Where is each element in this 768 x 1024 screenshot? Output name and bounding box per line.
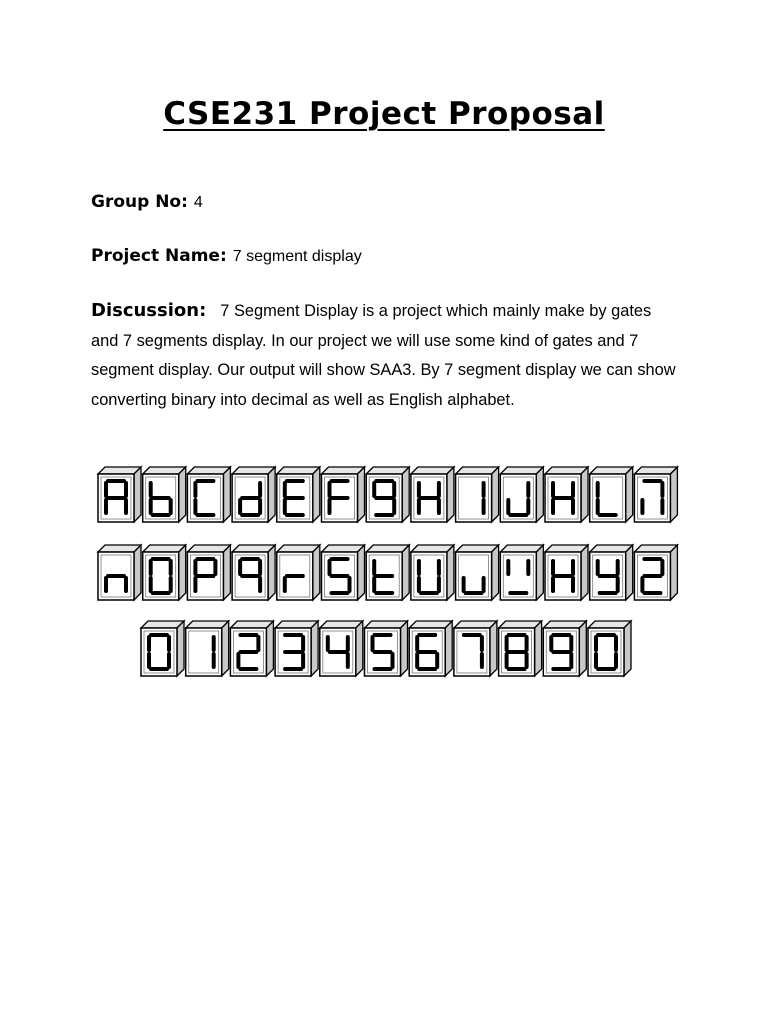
- seven-segment-digit-box: [275, 621, 318, 676]
- box-side-face: [222, 621, 229, 676]
- box-side-face: [536, 467, 543, 522]
- project-name-field: [91, 246, 362, 266]
- box-side-face: [447, 467, 454, 522]
- seven-segment-digit-box: [232, 545, 275, 600]
- box-side-face: [401, 621, 408, 676]
- seven-segment-digit-box: [499, 621, 542, 676]
- box-side-face: [268, 467, 275, 522]
- discussion-label: Discussion:: [91, 300, 207, 321]
- box-side-face: [670, 545, 677, 600]
- seven-segment-digit-box: [186, 621, 229, 676]
- box-side-face: [581, 545, 588, 600]
- seven-segment-image: [0, 540, 768, 604]
- seven-segment-digit-box: [588, 621, 631, 676]
- box-side-face: [626, 467, 633, 522]
- seven-segment-digit-box: [143, 545, 186, 600]
- box-side-face: [313, 545, 320, 600]
- seven-segment-row-digits: [0, 616, 768, 680]
- box-side-face: [134, 467, 141, 522]
- seven-segment-digit-box: [320, 621, 363, 676]
- box-side-face: [624, 621, 631, 676]
- box-side-face: [490, 621, 497, 676]
- seven-segment-digit-box: [143, 467, 186, 522]
- box-front-face: [186, 628, 222, 676]
- box-side-face: [402, 467, 409, 522]
- seven-segment-digit-box: [409, 621, 452, 676]
- seven-segment-digit-box: [366, 545, 409, 600]
- seven-segment-digit-box: [98, 467, 141, 522]
- box-side-face: [179, 467, 186, 522]
- box-side-face: [356, 621, 363, 676]
- box-side-face: [445, 621, 452, 676]
- seven-segment-digit-box: [141, 621, 184, 676]
- seven-segment-digit-box: [98, 545, 141, 600]
- seven-segment-digit-box: [456, 545, 499, 600]
- seven-segment-digit-box: [411, 545, 454, 600]
- seven-segment-digit-box: [187, 467, 230, 522]
- seven-segment-row-alphabet-2: [0, 540, 768, 604]
- box-side-face: [311, 621, 318, 676]
- seven-segment-digit-box: [365, 621, 408, 676]
- seven-segment-digit-box: [411, 467, 454, 522]
- seven-segment-digit-box: [322, 467, 365, 522]
- seven-segment-digit-box: [187, 545, 230, 600]
- discussion-paragraph: [91, 296, 681, 415]
- seven-segment-digit-box: [277, 545, 320, 600]
- seven-segment-digit-box: [590, 545, 633, 600]
- seven-segment-row-alphabet-1: [0, 462, 768, 526]
- box-side-face: [177, 621, 184, 676]
- box-side-face: [358, 545, 365, 600]
- box-side-face: [268, 545, 275, 600]
- box-side-face: [179, 545, 186, 600]
- box-side-face: [579, 621, 586, 676]
- box-side-face: [626, 545, 633, 600]
- seven-segment-digit-box: [543, 621, 586, 676]
- seven-segment-digit-box: [277, 467, 320, 522]
- box-side-face: [581, 467, 588, 522]
- box-side-face: [313, 467, 320, 522]
- project-label: Project Name:: [91, 246, 227, 266]
- seven-segment-digit-box: [500, 545, 543, 600]
- seven-segment-image: [0, 616, 768, 680]
- box-side-face: [492, 545, 499, 600]
- box-side-face: [535, 621, 542, 676]
- group-value: 4: [193, 194, 203, 211]
- seven-segment-digit-box: [454, 621, 497, 676]
- page-title: CSE231 Project Proposal: [163, 96, 605, 132]
- group-number-field: [91, 192, 203, 212]
- seven-segment-digit-box: [634, 545, 677, 600]
- box-side-face: [223, 467, 230, 522]
- box-side-face: [670, 467, 677, 522]
- seven-segment-digit-box: [366, 467, 409, 522]
- seven-segment-image: [0, 462, 768, 526]
- box-side-face: [492, 467, 499, 522]
- seven-segment-digit-box: [456, 467, 499, 522]
- project-value: 7 segment display: [232, 248, 362, 265]
- box-side-face: [536, 545, 543, 600]
- seven-segment-digit-box: [590, 467, 633, 522]
- box-front-face: [456, 474, 492, 522]
- box-side-face: [447, 545, 454, 600]
- seven-segment-digit-box: [500, 467, 543, 522]
- box-side-face: [402, 545, 409, 600]
- box-side-face: [358, 467, 365, 522]
- discussion-text: 7 Segment Display is a project which mainly make by gates and 7 segments display. In our project we will use some kind of gates and 7 segment display. Our output will show SAA3. By 7 segment display we can show converting binary into decimal as well as English alphabet.: [91, 302, 676, 409]
- seven-segment-digit-box: [322, 545, 365, 600]
- seven-segment-digit-box: [230, 621, 273, 676]
- group-label: Group No:: [91, 192, 188, 212]
- box-side-face: [266, 621, 273, 676]
- seven-segment-digit-box: [232, 467, 275, 522]
- seven-segment-digit-box: [545, 467, 588, 522]
- box-side-face: [223, 545, 230, 600]
- seven-segment-digit-box: [634, 467, 677, 522]
- seven-segment-digit-box: [545, 545, 588, 600]
- box-side-face: [134, 545, 141, 600]
